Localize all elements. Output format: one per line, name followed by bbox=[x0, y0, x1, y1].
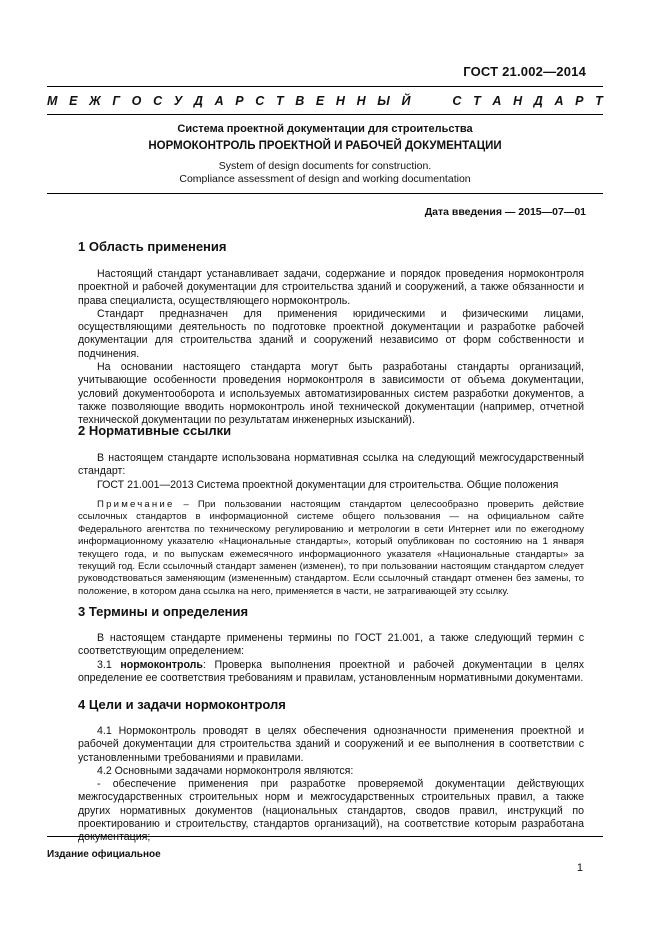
banner-letter: Т bbox=[595, 94, 603, 108]
footer-rule bbox=[47, 836, 603, 837]
english-title-line1: System of design documents for construction. bbox=[218, 160, 432, 172]
banner-letter: Г bbox=[112, 94, 121, 108]
section-3-heading: 3 Термины и определения bbox=[78, 604, 249, 619]
banner-letter: Ж bbox=[89, 94, 101, 108]
section-4-p2: 4.2 Основными задачами нормоконтроля являются: bbox=[97, 764, 354, 777]
banner-letter: Т bbox=[275, 94, 284, 108]
section-1-paragraph bbox=[78, 268, 584, 428]
document-code: ГОСТ 21.002—2014 bbox=[463, 64, 586, 79]
banner-letter: С bbox=[452, 94, 462, 108]
section-4-heading: 4 Цели и задачи нормоконтроля bbox=[78, 697, 286, 712]
banner-letter bbox=[437, 94, 440, 108]
banner-letter: М bbox=[47, 94, 58, 108]
interstate-standard-banner bbox=[47, 94, 603, 108]
banner-letter: Р bbox=[235, 94, 244, 108]
banner-letter: Е bbox=[315, 94, 325, 108]
banner-letter: С bbox=[255, 94, 265, 108]
normative-reference: ГОСТ 21.001—2013 Система проектной документации для строительства. Общие положения bbox=[97, 479, 559, 491]
section-2-note bbox=[78, 499, 584, 598]
note-text: – При пользовании настоящим стандартом целесообразно проверить действие ссылочных стандартов в информационной системе общего пользования — на официальном сайте Федерального агентства по техническому регулированию и метрологии в сети Интернет или по ежегодному информационному указателю «Национальные стандарты», который опубликован по состоянию на 1 января текущего года, и по выпускам ежемесячного информационного указателя «Национальные стандарты» за текущий год. Если ссылочный стандарт заменен (изменен), то при пользовании настоящим стандартом следует руководствоваться заменяющим (измененным) стандартом. Если ссылочный стандарт отменен без замены, то положение, в котором дана ссылка на него, применяется в части, не затрагивающей эту ссылку. bbox=[78, 499, 584, 597]
section-4-p3: - обеспечение применения при разработке проверяемой документации действующих межгосударственных строительных норм и межгосударственных строительных правил, а также других нормативных документов (национальных стандартов, сводов правил, инструкций по проектированию и строительству, стандартов организаций), на соответствие которым разработана документация; bbox=[78, 778, 584, 844]
banner-letter: А bbox=[492, 94, 502, 108]
effective-date: Дата введения — 2015—07—01 bbox=[424, 206, 586, 218]
section-1-p2: Стандарт предназначен для применения юридическими и физическими лицами, осуществляющими деятельность по подготовке проектной документации и разработке рабочей документации для строительства зданий и сооружений независимо от форм собственности и подчинения. bbox=[78, 307, 584, 360]
section-2-p1: В настоящем стандарте использована нормативная ссылка на следующий межгосударственный стандарт: bbox=[78, 452, 584, 478]
section-2-paragraph bbox=[78, 452, 584, 479]
banner-letter: Н bbox=[513, 94, 523, 108]
official-edition-label: Издание официальное bbox=[47, 849, 161, 860]
term-number: 3.1 bbox=[97, 658, 121, 671]
section-4-paragraph bbox=[78, 725, 584, 845]
banner-letter: Н bbox=[335, 94, 345, 108]
banner-letter: Т bbox=[473, 94, 481, 108]
system-title: Система проектной документации для строительства bbox=[177, 123, 473, 135]
banner-letter: Р bbox=[575, 94, 584, 108]
banner-letter: А bbox=[554, 94, 564, 108]
section-1-p1: Настоящий стандарт устанавливает задачи, содержание и порядок проведения нормоконтроля проектной и рабочей документации для строительства зданий и сооружений, а также обязанности и права специалиста, осуществляющего нормоконтроль. bbox=[78, 268, 584, 307]
banner-letter: Е bbox=[69, 94, 78, 108]
banner-letter: Д bbox=[193, 94, 203, 108]
subject-title: НОРМОКОНТРОЛЬ ПРОЕКТНОЙ И РАБОЧЕЙ ДОКУМЕНТАЦИИ bbox=[148, 140, 502, 152]
banner-letter: Д bbox=[533, 94, 543, 108]
banner-letter: Й bbox=[401, 94, 411, 108]
banner-letter: А bbox=[214, 94, 224, 108]
section-3-p1: В настоящем стандарте применены термины по ГОСТ 21.001, а также следующий термин с соответствующим определением: bbox=[78, 632, 584, 658]
section-4-p1: 4.1 Нормоконтроль проводят в целях обеспечения однозначности применения проектной и рабочей документации для строительства зданий и сооружений и ее выполнения в соответствии с установленными требованиями и правилами. bbox=[78, 725, 584, 764]
title-rule bbox=[47, 193, 603, 194]
banner-letter: Н bbox=[356, 94, 366, 108]
page-number: 1 bbox=[576, 862, 583, 874]
banner-rule bbox=[47, 114, 603, 115]
top-rule bbox=[47, 86, 603, 87]
banner-letter: У bbox=[173, 94, 183, 108]
note-label: Примечание bbox=[97, 499, 175, 510]
english-title bbox=[47, 160, 603, 186]
banner-letter: В bbox=[295, 94, 305, 108]
banner-letter bbox=[422, 94, 425, 108]
english-title-line2: Compliance assessment of design and working documentation bbox=[179, 173, 471, 185]
term-definition bbox=[78, 659, 584, 686]
term-name: нормоконтроль bbox=[120, 658, 203, 671]
section-1-heading: 1 Область применения bbox=[78, 239, 227, 254]
banner-letter: Ы bbox=[377, 94, 390, 108]
term-text: : Проверка выполнения проектной и рабочей документации в целях определение ее соответствия требованиям и правилам, установленным нормативными документами. bbox=[78, 658, 584, 684]
section-2-heading: 2 Нормативные ссылки bbox=[78, 423, 232, 438]
section-1-p3: На основании настоящего стандарта могут быть разработаны стандарты организаций, учитывающие особенности проведения нормоконтроля в зависимости от объема документации, условий документооборота и используемых автоматизированных систем разработки документов, а также позволяющие вводить нормоконтроль иной технической документации (например, отчетной технической документации по результатам инженерных изысканий). bbox=[78, 361, 584, 427]
banner-letter: С bbox=[153, 94, 163, 108]
banner-letter: О bbox=[131, 94, 142, 108]
section-3-paragraph bbox=[78, 632, 584, 685]
